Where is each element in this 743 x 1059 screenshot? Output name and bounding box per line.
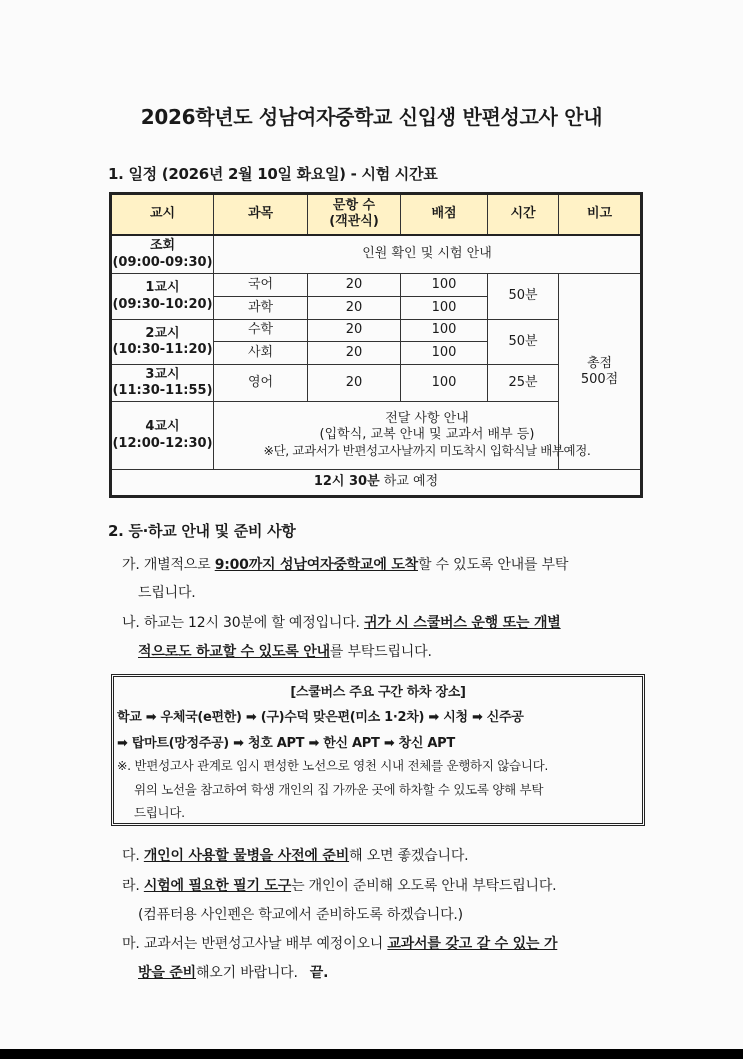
table-header-row: [111, 194, 642, 235]
subject-math: 수학: [214, 319, 308, 342]
duration: 50분: [488, 319, 559, 364]
schedule-table: [109, 192, 643, 498]
item-na: 나. 하교는 12시 30분에 할 예정입니다. 귀가 시 스쿨버스 운행 또는 개별: [122, 615, 561, 631]
duration: 25분: [488, 365, 559, 402]
item-da: 다. 개인이 사용할 물병을 사전에 준비해 오면 좋겠습니다.: [122, 848, 469, 864]
header-question-count: 문항 수 (객관식): [308, 194, 401, 235]
period4-info: 전달 사항 안내 (입학식, 교복 안내 및 교과서 배부 등) ※단, 교과서가 반편성고사날까지 미도착시 입학식날 배부예정.: [214, 402, 642, 470]
points: 100: [401, 365, 488, 402]
table-row: [111, 470, 642, 497]
period1: 1교시 (09:30-10:20): [111, 274, 214, 319]
subject-english: 영어: [214, 365, 308, 402]
dismissal-row: 12시 30분 하교 예정: [111, 470, 642, 497]
section2-heading: 2. 등·하교 안내 및 준비 사항: [108, 522, 296, 540]
bus-note-line2: 위의 노선을 참고하여 학생 개인의 집 가까운 곳에 하차할 수 있도록 양해 부탁: [134, 782, 544, 797]
subject-korean: 국어: [214, 274, 308, 297]
period4: 4교시 (12:00-12:30): [111, 402, 214, 470]
bus-note-line1: ※. 반편성고사 관계로 임시 편성한 노선으로 영천 시내 전체를 운행하지 않습니다.: [117, 758, 549, 773]
bus-route-line1: 학교 ➡ 우체국(e편한) ➡ (구)수덕 맞은편(미소 1·2차) ➡ 시청 ➡ 신주공: [117, 710, 524, 725]
bus-route-line2: ➡ 탑마트(망정주공) ➡ 청호 APT ➡ 한신 APT ➡ 창신 APT: [117, 736, 455, 751]
table-row: [111, 274, 642, 297]
item-ma: 마. 교과서는 반편성고사날 배부 예정이오니 교과서를 갖고 갈 수 있는 가: [122, 936, 558, 952]
count: 20: [308, 365, 401, 402]
period3: 3교시 (11:30-11:55): [111, 365, 214, 402]
subject-social: 사회: [214, 342, 308, 365]
total-score-note: 총점 500점: [559, 274, 642, 470]
points: 100: [401, 319, 488, 342]
item-na-cont: 적으로도 하교할 수 있도록 안내를 부탁드립니다.: [138, 644, 432, 660]
bus-note-line3: 드립니다.: [134, 805, 185, 820]
header-period: 교시: [111, 194, 214, 235]
points: 100: [401, 274, 488, 297]
bus-box-title: [스쿨버스 주요 구간 하차 장소]: [290, 685, 466, 700]
count: 20: [308, 342, 401, 365]
item-ga-cont: 드립니다.: [138, 585, 196, 601]
points: 100: [401, 297, 488, 320]
count: 20: [308, 274, 401, 297]
header-subject: 과목: [214, 194, 308, 235]
item-ra-cont: (컴퓨터용 사인펜은 학교에서 준비하도록 하겠습니다.): [138, 907, 463, 923]
subject-science: 과학: [214, 297, 308, 320]
morning-period: 조회 (09:00-09:30): [111, 235, 214, 274]
header-points: 배점: [401, 194, 488, 235]
count: 20: [308, 319, 401, 342]
duration: 50분: [488, 274, 559, 319]
period2: 2교시 (10:30-11:20): [111, 319, 214, 364]
table-row: [111, 235, 642, 274]
table-row: [111, 402, 642, 470]
page-title: 2026학년도 성남여자중학교 신입생 반편성고사 안내: [140, 105, 603, 129]
morning-desc: 인원 확인 및 시험 안내: [214, 235, 642, 274]
item-ga: 가. 개별적으로 9:00까지 성남여자중학교에 도착할 수 있도록 안내를 부탁: [122, 557, 569, 573]
item-ma-cont: 방을 준비해오기 바랍니다. 끝.: [138, 965, 329, 981]
count: 20: [308, 297, 401, 320]
bus-route-box: [111, 674, 645, 826]
header-duration: 시간: [488, 194, 559, 235]
item-ra: 라. 시험에 필요한 필기 도구는 개인이 준비해 오도록 안내 부탁드립니다.: [122, 878, 557, 894]
header-remarks: 비고: [559, 194, 642, 235]
points: 100: [401, 342, 488, 365]
section1-heading: 1. 일정 (2026년 2월 10일 화요일) - 시험 시간표: [108, 165, 438, 183]
